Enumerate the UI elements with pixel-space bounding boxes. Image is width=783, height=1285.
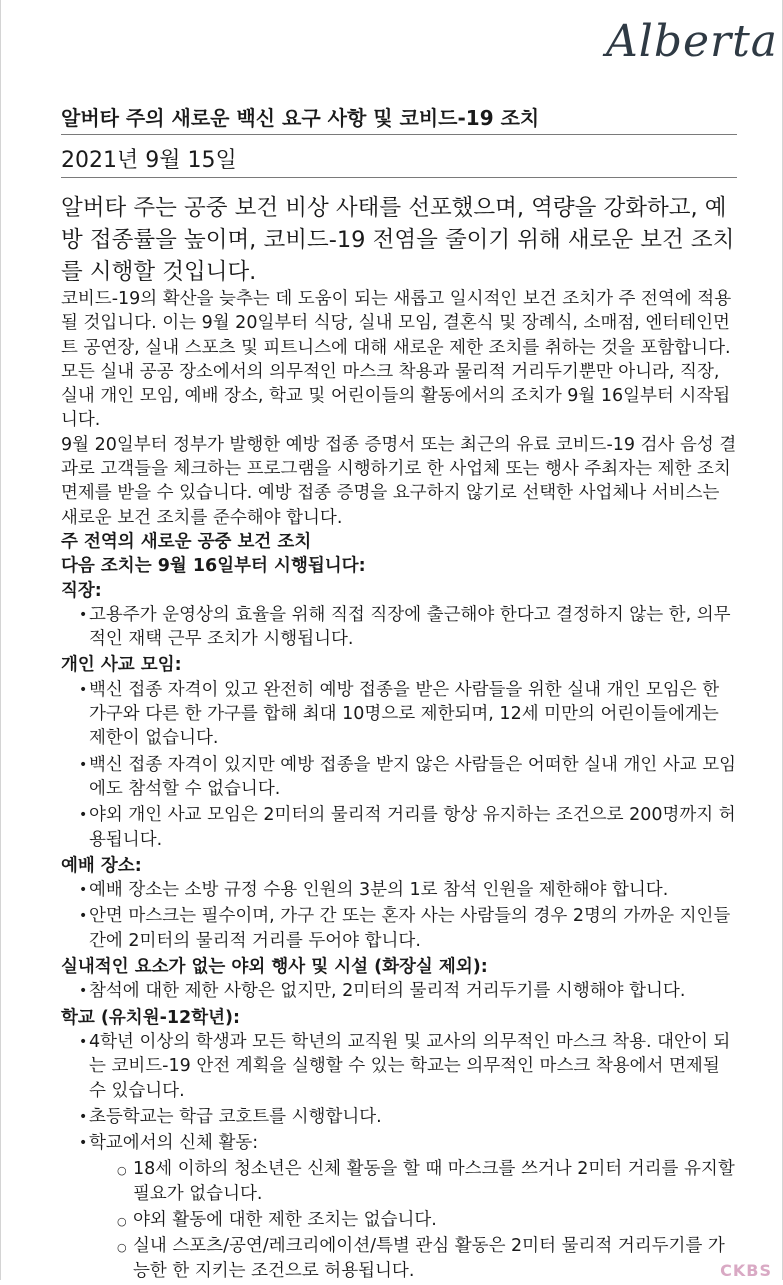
ckbs-watermark: CKBS <box>720 1261 772 1280</box>
schools-list <box>61 1030 737 1155</box>
alberta-logo: Alberta <box>606 16 778 67</box>
sub-list-item: ○ 실내 스포츠/공연/레크리에이션/특별 관심 활동은 2미터 물리적 거리두기를 가능한 한 지키는 조건으로 허용됩니다. <box>117 1234 737 1283</box>
list-item: • 4학년 이상의 학생과 모든 학년의 교직원 및 교사의 의무적인 마스크 착용. 대안이 되는 코비드-19 안전 계획을 실행할 수 있는 학교는 의무적인 마스크 착용에서 면제될 수 있습니다. <box>81 1030 737 1103</box>
outdoor-events-heading: 실내적인 요소가 없는 야외 행사 및 시설 (화장실 제외): <box>61 957 488 978</box>
list-item: • 예배 장소는 소방 규정 수용 인원의 3분의 1로 참석 인원을 제한해야 합니다. <box>81 878 737 902</box>
places-of-worship-list <box>61 878 737 953</box>
list-item: • 백신 접종 자격이 있고 완전히 예방 접종을 받은 사람들을 위한 실내 개인 모임은 한 가구와 다른 한 가구를 합해 최대 10명으로 제한되며, 12세 미만의 어린이들에게는 제한이 없습니다. <box>81 678 737 751</box>
workplace-heading: 직장: <box>61 580 102 601</box>
list-item: • 초등학교는 학급 코호트를 시행합니다. <box>81 1105 737 1129</box>
document-body <box>61 287 737 1285</box>
body-paragraph: 9월 20일부터 정부가 발행한 예방 접종 증명서 또는 최근의 유료 코비드-19 검사 음성 결과로 고객들을 체크하는 프로그램을 시행하기로 한 사업체 또는 행사 주최자는 제한 조치 면제를 받을 수 있습니다. 예방 접종 증명을 요구하지 않기로 선택한 사업체나 서비스는 새로운 보건 조치를 준수해야 합니다. <box>61 434 737 528</box>
section-heading: 주 전역의 새로운 공중 보건 조치 <box>61 531 312 552</box>
document-date: 2021년 9월 15일 <box>61 146 737 178</box>
list-item: • 학교에서의 신체 활동: <box>81 1131 737 1155</box>
list-item: • 안면 마스크는 필수이며, 가구 간 또는 혼자 사는 사람들의 경우 2명의 가까운 지인들 간에 2미터의 물리적 거리를 두어야 합니다. <box>81 904 737 953</box>
places-of-worship-heading: 예배 장소: <box>61 855 142 876</box>
body-paragraph: 코비드-19의 확산을 늦추는 데 도움이 되는 새롭고 일시적인 보건 조치가 주 전역에 적용될 것입니다. 이는 9월 20일부터 식당, 실내 모임, 결혼식 및 장례식, 소매점, 엔터테인먼트 공연장, 실내 스포츠 및 피트니스에 대해 새로운 제한 조치를 취하는 것을 포함합니다. 모든 실내 공공 장소에서의 의무적인 마스크 착용과 물리적 거리두기뿐만 아니라, 직장, 실내 개인 모임, 예배 장소, 학교 및 어린이들의 활동에서의 조치가 9월 16일부터 시작됩니다. <box>61 289 732 431</box>
physical-activity-sublist <box>61 1157 737 1282</box>
sub-list-item: ○ 18세 이하의 청소년은 신체 활동을 할 때 마스크를 쓰거나 2미터 거리를 유지할 필요가 없습니다. <box>117 1157 737 1206</box>
list-item: • 백신 접종 자격이 있지만 예방 접종을 받지 않은 사람들은 어떠한 실내 개인 사교 모임에도 참석할 수 없습니다. <box>81 753 737 802</box>
list-item: • 참석에 대한 제한 사항은 없지만, 2미터의 물리적 거리두기를 시행해야 합니다. <box>81 979 737 1003</box>
private-gatherings-heading: 개인 사교 모임: <box>61 655 182 676</box>
schools-heading: 학교 (유치원-12학년): <box>61 1007 241 1028</box>
lead-paragraph: 알버타 주는 공중 보건 비상 사태를 선포했으며, 역량을 강화하고, 예방 접종률을 높이며, 코비드-19 전염을 줄이기 위해 새로운 보건 조치를 시행할 것입니다. <box>61 195 735 285</box>
section-subheading: 다음 조치는 9월 16일부터 시행됩니다: <box>61 556 366 577</box>
document-title: 알버타 주의 새로운 백신 요구 사항 및 코비드-19 조치 <box>61 104 737 135</box>
workplace-list <box>61 603 737 652</box>
list-item: • 야외 개인 사교 모임은 2미터의 물리적 거리를 항상 유지하는 조건으로 200명까지 허용됩니다. <box>81 803 737 852</box>
list-item: • 고용주가 운영상의 효율을 위해 직접 직장에 출근해야 한다고 결정하지 않는 한, 의무적인 재택 근무 조치가 시행됩니다. <box>81 603 737 652</box>
outdoor-events-list <box>61 979 737 1003</box>
sub-list-item: ○ 야외 활동에 대한 제한 조치는 없습니다. <box>117 1208 737 1232</box>
private-gatherings-list <box>61 678 737 852</box>
